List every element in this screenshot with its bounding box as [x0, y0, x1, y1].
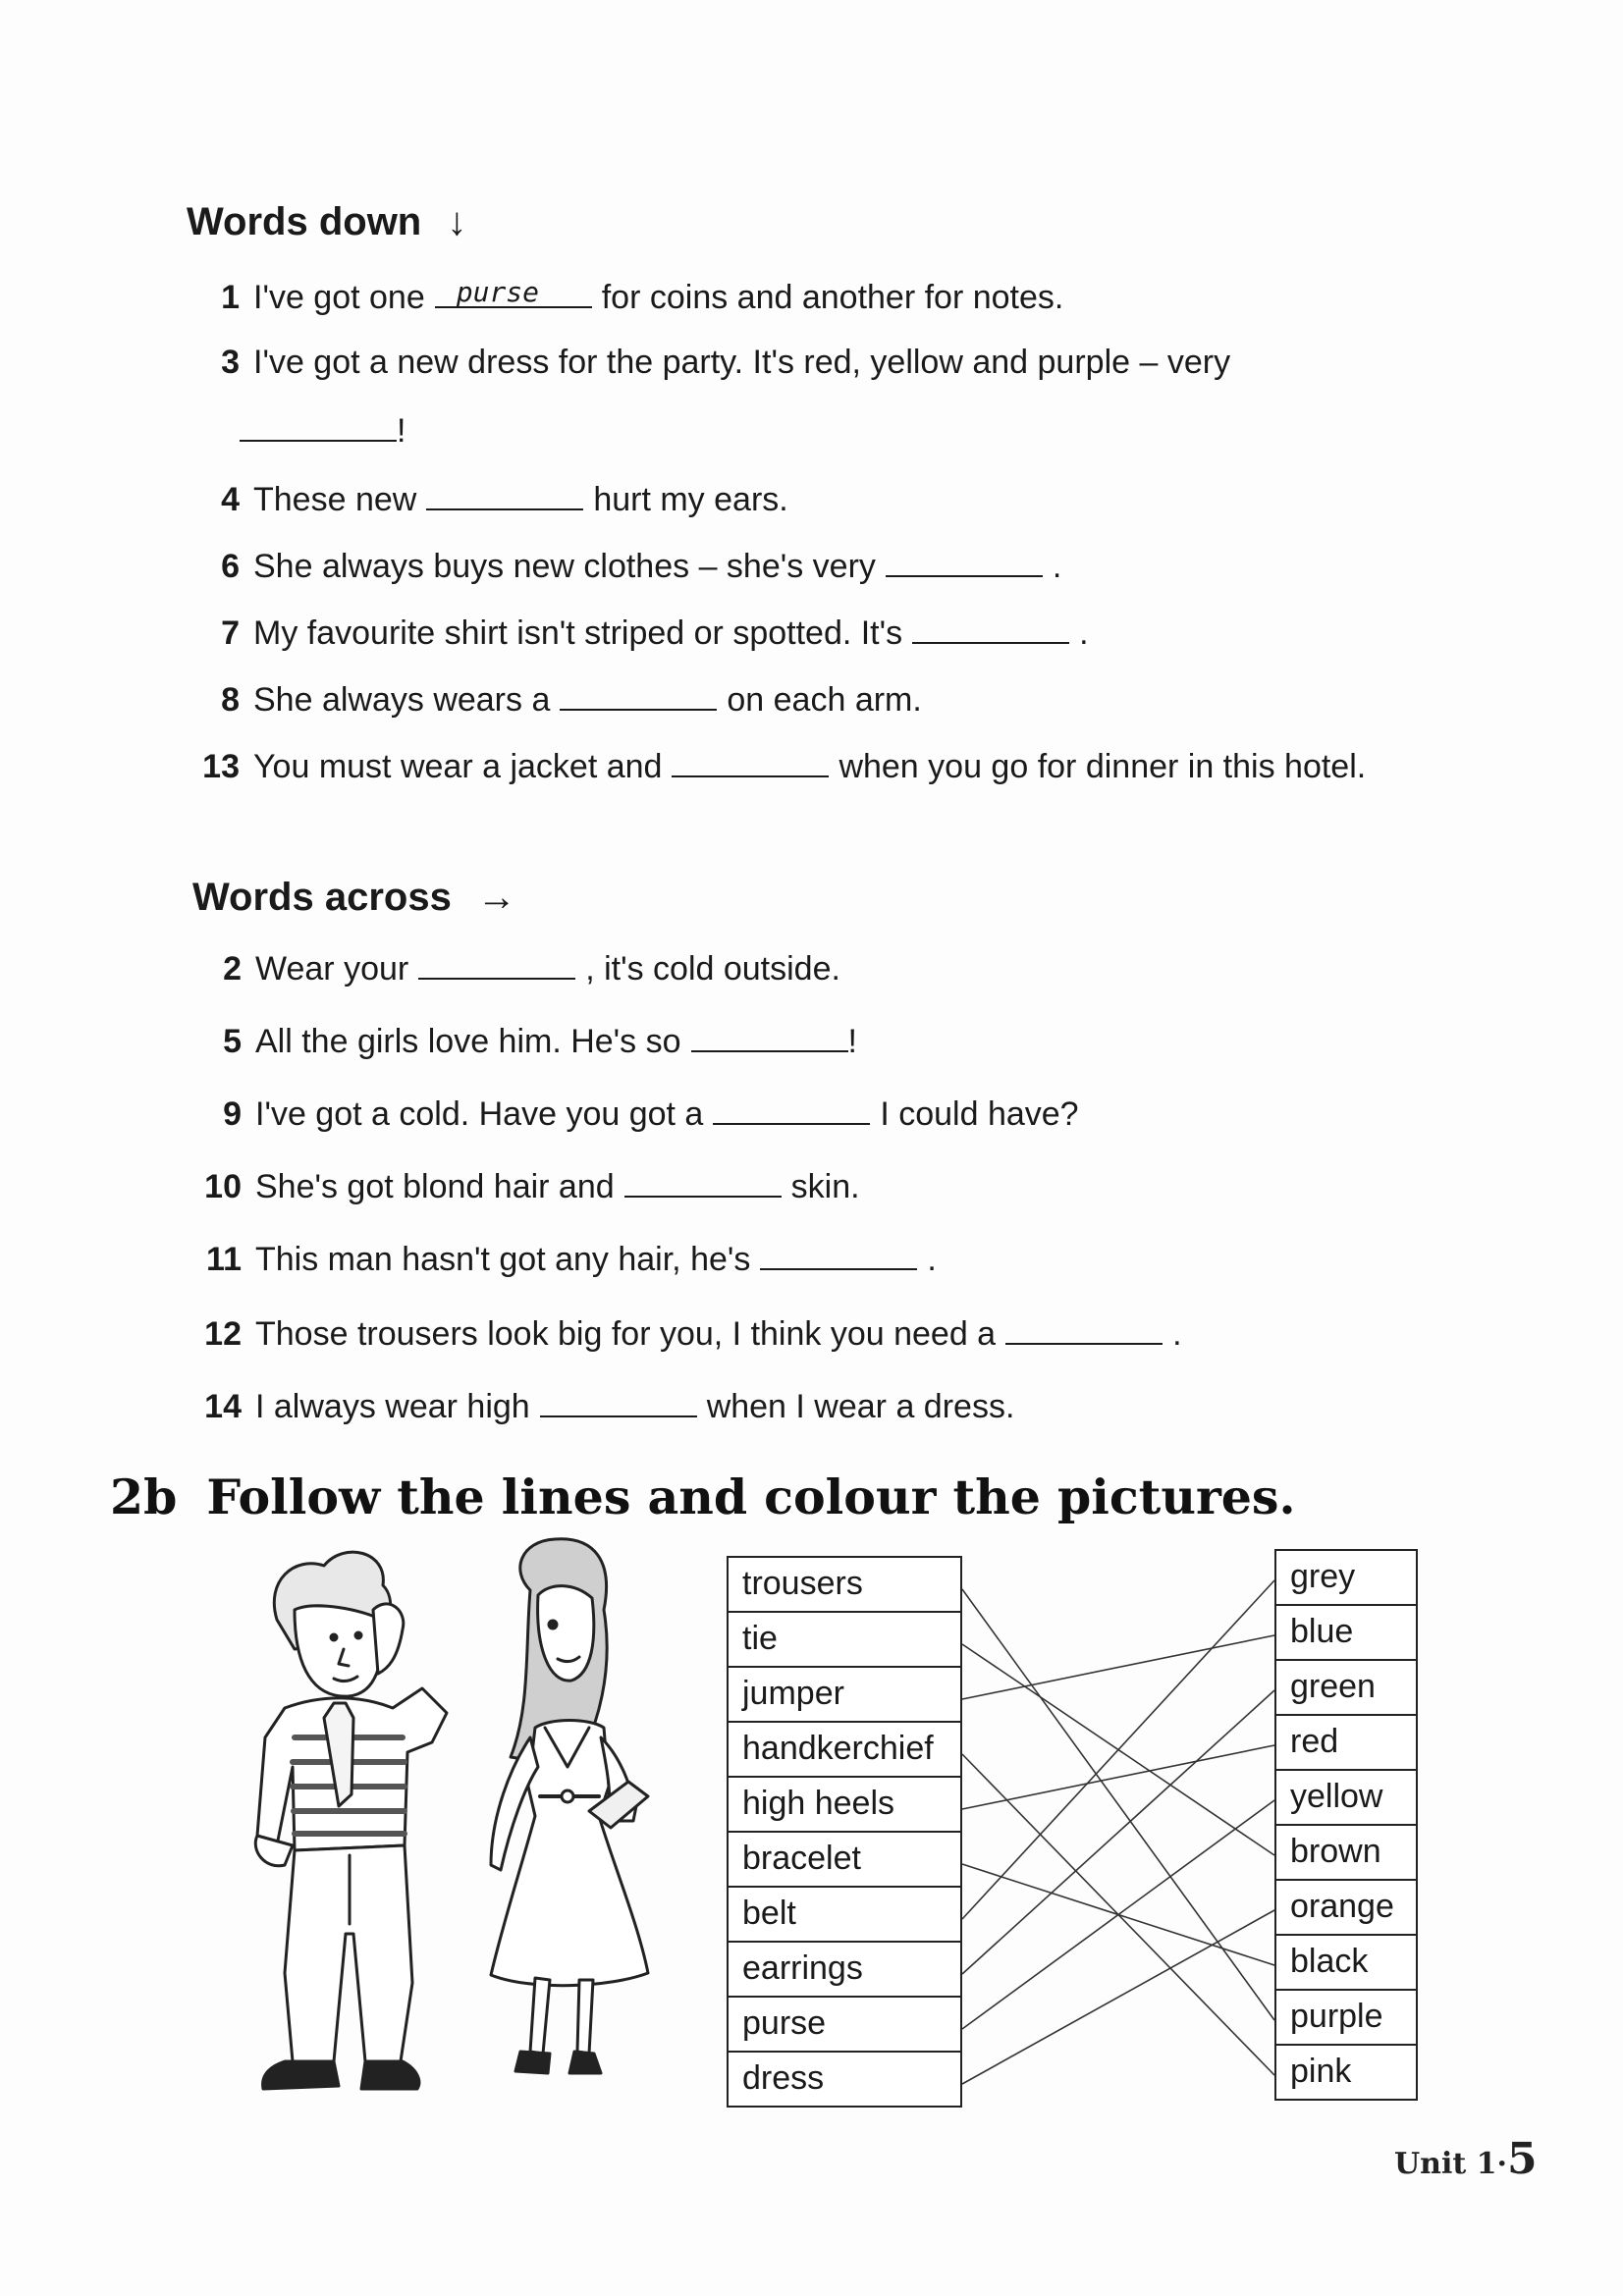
clothes-box-tie[interactable]: tie	[727, 1611, 962, 1668]
colour-box-purple[interactable]: purple	[1274, 1989, 1418, 2046]
across-item-5: 5 All the girls love him. He's so !	[223, 1023, 857, 1060]
connection-lines	[962, 1580, 1274, 2084]
right-arrow-icon: →	[476, 876, 516, 919]
answer-blank[interactable]	[1005, 1313, 1163, 1345]
clothes-box-jumper[interactable]: jumper	[727, 1666, 962, 1723]
connection-line	[962, 1910, 1274, 2084]
footer-separator: ·	[1496, 2147, 1507, 2181]
page-footer	[1394, 2134, 1538, 2184]
man-figure-illustration	[255, 1552, 447, 2089]
colour-box-yellow[interactable]: yellow	[1274, 1769, 1418, 1826]
down-item-3-continued: !	[228, 410, 406, 451]
clothes-box-dress[interactable]: dress	[727, 2051, 962, 2108]
answer-blank[interactable]	[435, 277, 592, 308]
answer-blank[interactable]	[540, 1386, 697, 1417]
connection-line	[962, 1754, 1274, 2075]
answer-blank[interactable]	[672, 746, 829, 777]
handwritten-answer: purse	[456, 276, 540, 308]
woman-figure-illustration	[491, 1539, 648, 2073]
words-across-heading: Words across →	[192, 876, 516, 919]
words-down-heading: Words down ↓	[187, 200, 467, 243]
answer-blank[interactable]	[691, 1021, 848, 1052]
exercise-number: 2b	[110, 1468, 178, 1525]
colour-box-black[interactable]: black	[1274, 1934, 1418, 1991]
clothes-box-bracelet[interactable]: bracelet	[727, 1831, 962, 1888]
down-item-6: 6 She always buys new clothes – she's very .	[221, 548, 1062, 585]
connection-line	[962, 1589, 1274, 2020]
answer-blank[interactable]	[713, 1094, 870, 1125]
down-item-13: 13 You must wear a jacket and when you go for dinner in this hotel.	[202, 748, 1367, 785]
clothes-box-high-heels[interactable]: high heels	[727, 1776, 962, 1833]
across-item-10: 10 She's got blond hair and skin.	[204, 1168, 860, 1205]
answer-blank[interactable]	[760, 1239, 917, 1270]
down-item-3: 3 I've got a new dress for the party. It's red, yellow and purple – very	[221, 344, 1231, 381]
colour-box-blue[interactable]: blue	[1274, 1604, 1418, 1661]
colour-box-grey[interactable]: grey	[1274, 1549, 1418, 1606]
across-item-2: 2 Wear your , it's cold outside.	[223, 950, 840, 988]
answer-blank[interactable]	[886, 546, 1043, 577]
clothes-box-earrings[interactable]: earrings	[727, 1941, 962, 1998]
unit-label: Unit 1	[1394, 2147, 1497, 2181]
connection-line	[962, 1635, 1274, 1699]
across-item-12: 12 Those trousers look big for you, I think you need a .	[204, 1315, 1182, 1353]
connection-line	[962, 1745, 1274, 1809]
answer-blank[interactable]	[240, 410, 397, 442]
down-item-7: 7 My favourite shirt isn't striped or spotted. It's .	[221, 614, 1089, 652]
clothes-box-handkerchief[interactable]: handkerchief	[727, 1721, 962, 1778]
down-item-8: 8 She always wears a on each arm.	[221, 681, 922, 719]
answer-blank[interactable]	[912, 613, 1069, 644]
connection-line	[962, 1690, 1274, 1974]
clothes-box-purse[interactable]: purse	[727, 1996, 962, 2053]
colour-box-green[interactable]: green	[1274, 1659, 1418, 1716]
down-arrow-icon: ↓	[447, 200, 467, 243]
exercise-2b-title: 2b Follow the lines and colour the pictures.	[110, 1468, 1296, 1525]
answer-blank[interactable]	[426, 479, 583, 510]
colour-box-pink[interactable]: pink	[1274, 2044, 1418, 2101]
across-item-9: 9 I've got a cold. Have you got a I could have?	[223, 1095, 1079, 1133]
connection-line	[962, 1864, 1274, 1965]
colour-box-red[interactable]: red	[1274, 1714, 1418, 1771]
clothes-box-belt[interactable]: belt	[727, 1886, 962, 1943]
connection-line	[962, 1800, 1274, 2029]
down-item-4: 4 These new hurt my ears.	[221, 481, 788, 518]
answer-blank[interactable]	[418, 948, 575, 980]
clothes-box-trousers[interactable]: trousers	[727, 1556, 962, 1613]
across-item-11: 11 This man hasn't got any hair, he's .	[206, 1241, 937, 1278]
across-item-14: 14 I always wear high when I wear a dress.	[204, 1388, 1015, 1425]
answer-blank[interactable]	[560, 679, 717, 711]
connection-line	[962, 1580, 1274, 1919]
colour-box-brown[interactable]: brown	[1274, 1824, 1418, 1881]
page-number: 5	[1507, 2134, 1538, 2184]
down-item-1: 1 I've got one purse for coins and another for notes.	[221, 276, 1064, 316]
answer-blank[interactable]	[624, 1166, 782, 1198]
colour-box-orange[interactable]: orange	[1274, 1879, 1418, 1936]
connection-line	[962, 1644, 1274, 1855]
